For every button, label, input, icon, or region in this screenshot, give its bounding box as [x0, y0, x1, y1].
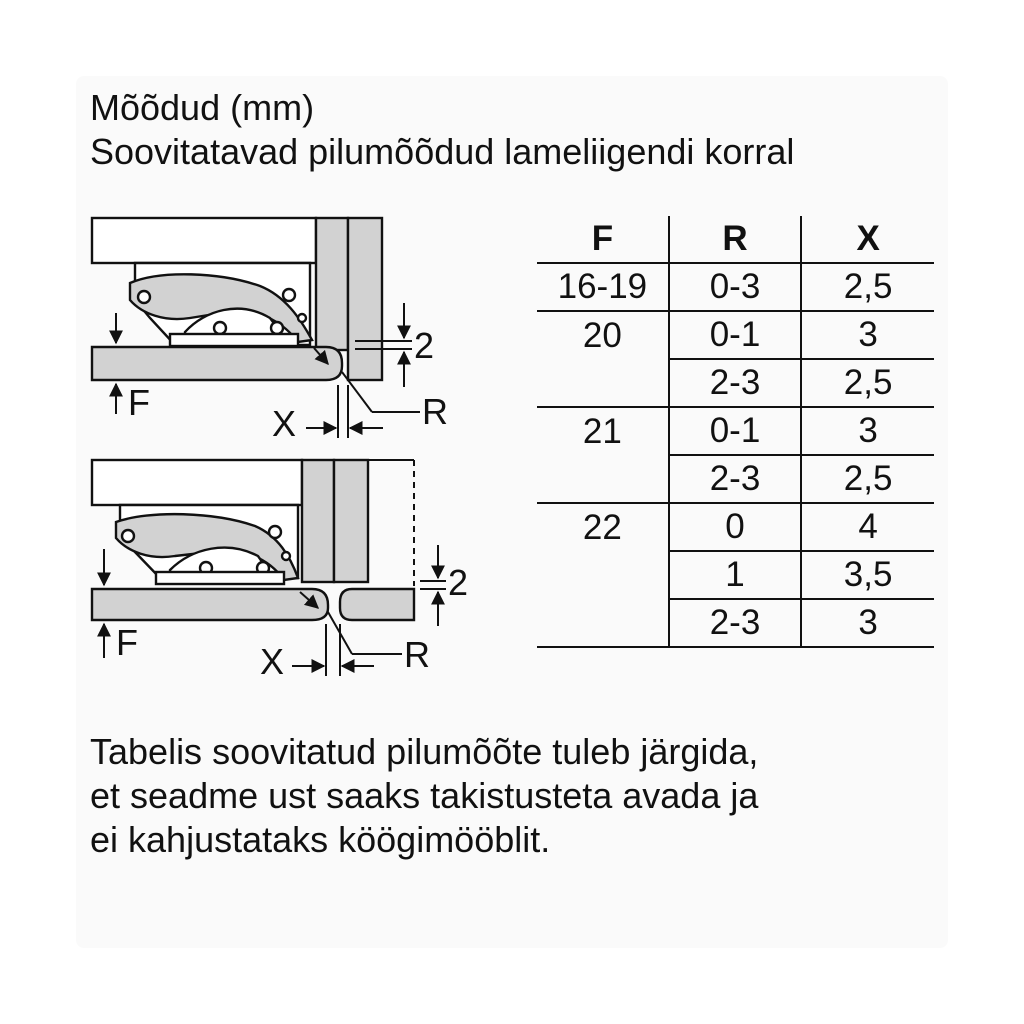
table-row [537, 311, 934, 359]
upper-f-label: F [128, 382, 150, 423]
lower-furniture-door [334, 460, 368, 582]
table-row [537, 551, 934, 599]
cell-x: 3 [801, 407, 934, 455]
upper-appliance-door [92, 347, 342, 380]
cell-r: 0-1 [669, 311, 801, 359]
cell-x: 2,5 [801, 359, 934, 407]
cell-x: 3 [801, 311, 934, 359]
lower-hinge-pin-1 [122, 530, 134, 542]
upper-cabinet-panel [92, 218, 316, 263]
lower-furniture-panel [340, 589, 414, 620]
cell-f-empty [537, 359, 669, 407]
cell-r: 2-3 [669, 455, 801, 503]
upper-r-label: R [422, 391, 448, 432]
table-row [537, 455, 934, 503]
table-row [537, 599, 934, 647]
table-row [537, 503, 934, 551]
lower-cabinet-panel [92, 460, 302, 505]
upper-gap-label: 2 [414, 325, 435, 366]
upper-hinge-plate [170, 334, 298, 346]
cell-x: 2,5 [801, 263, 934, 311]
lower-appliance-door [92, 589, 328, 620]
upper-x-label: X [272, 403, 297, 444]
cell-x: 4 [801, 503, 934, 551]
gap-dimensions-table [537, 216, 934, 648]
cell-x: 2,5 [801, 455, 934, 503]
note-line: Tabelis soovitatud pilumõõte tuleb järgida, [90, 731, 759, 772]
table-row [537, 263, 934, 311]
upper-hinge-pin-1 [138, 291, 150, 303]
header-f: F [537, 216, 669, 263]
cell-r: 2-3 [669, 359, 801, 407]
cell-x: 3,5 [801, 551, 934, 599]
lower-hinge-pin-2 [269, 526, 281, 538]
cell-f: 22 [582, 507, 622, 547]
header-r: R [669, 216, 801, 263]
upper-furniture-door [348, 218, 382, 380]
upper-hinge-pin-2 [283, 289, 295, 301]
table-header-row [537, 216, 934, 263]
note-line: ei kahjustataks köögimööblit. [90, 819, 551, 860]
lower-hinge-pin-5 [282, 552, 290, 560]
upper-hinge-figure [92, 218, 448, 444]
cell-f: 16-19 [537, 263, 669, 311]
cell-f: 21 [582, 411, 622, 451]
cell-r: 0-1 [669, 407, 801, 455]
instruction-note [90, 730, 758, 862]
header-x: X [801, 216, 934, 263]
cell-r: 2-3 [669, 599, 801, 647]
lower-hinge-figure [92, 460, 468, 682]
cell-x: 3 [801, 599, 934, 647]
heading-subtitle: Soovitatavad pilumõõdud lameliigendi korral [90, 131, 795, 172]
table-row [537, 359, 934, 407]
lower-x-label: X [260, 641, 285, 682]
upper-hinge-pin-3 [214, 322, 226, 334]
lower-r-label: R [404, 634, 430, 675]
lower-door-front [302, 460, 334, 582]
cell-f-empty [537, 455, 669, 503]
upper-hinge-pin-4 [271, 322, 283, 334]
cell-f: 20 [582, 315, 622, 355]
upper-door-front [316, 218, 348, 350]
cell-r: 0-3 [669, 263, 801, 311]
cell-f-empty [537, 551, 669, 599]
note-line: et seadme ust saaks takistusteta avada ja [90, 775, 759, 816]
lower-f-label: F [116, 622, 138, 663]
upper-hinge-pin-5 [298, 314, 306, 322]
heading-title: Mõõdud (mm) [90, 87, 315, 128]
lower-gap-label: 2 [448, 562, 469, 603]
table-row [537, 407, 934, 455]
cell-f-empty [537, 599, 669, 647]
cell-r: 1 [669, 551, 801, 599]
lower-hinge-plate [156, 572, 284, 584]
cell-r: 0 [669, 503, 801, 551]
